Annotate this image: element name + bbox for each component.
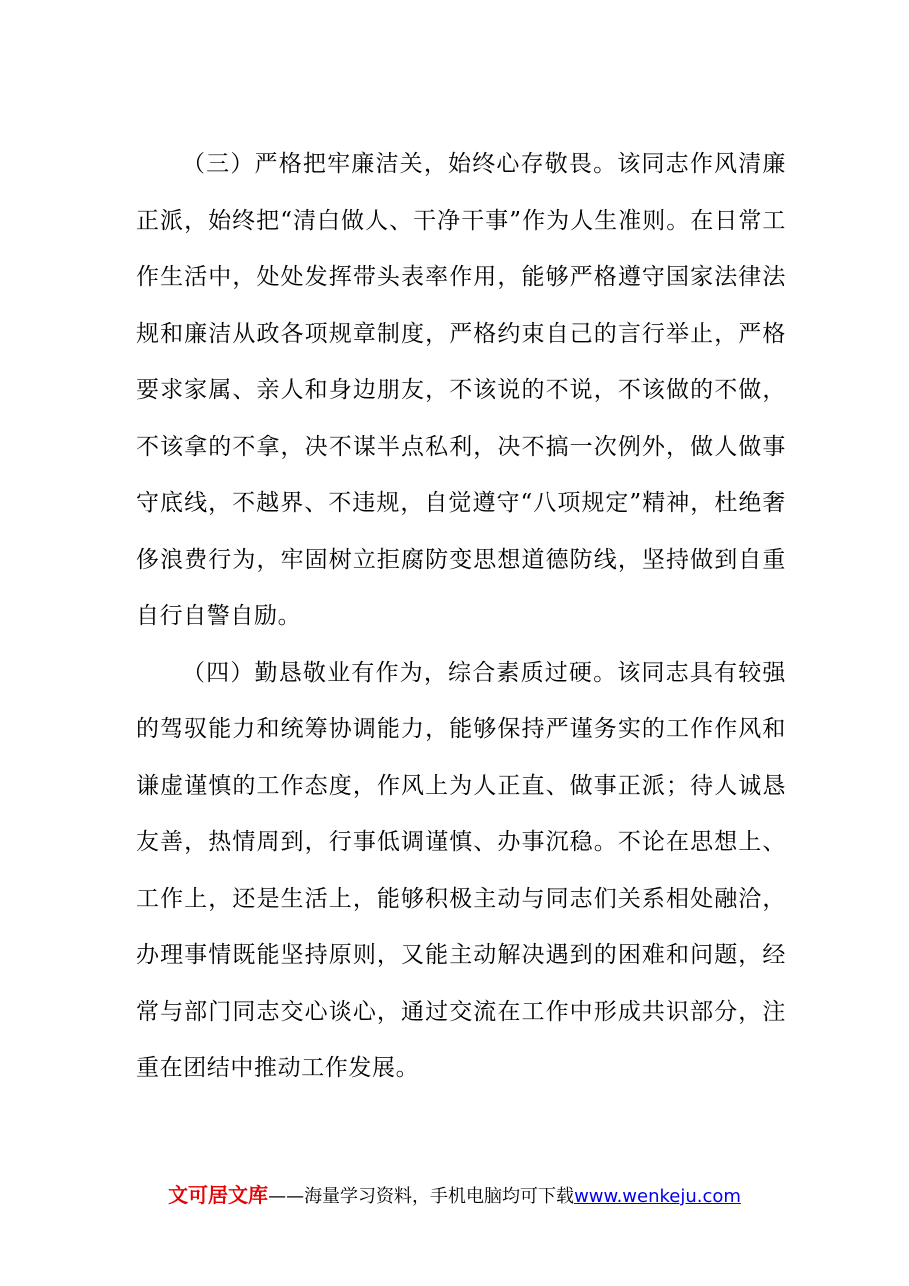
footer-banner [0,1181,909,1211]
paragraph-integrity: （三）严格把牢廉洁关，始终心存敬畏。该同志作风清廉正派，始终把“清白做人、干净干事”作为人生准则。在日常工作生活中，处处发挥带头表率作用，能够严格遵守国家法律法规和廉洁从政各项规章制度，严格约束自己的言行举止，严格要求家属、亲人和身边朋友，不该说的不说，不该做的不做，不该拿的不拿，决不谋半点私利，决不搞一次例外，做人做事守底线，不越界、不违规，自觉遵守“八项规定”精神，杜绝奢侈浪费行为，牢固树立拒腐防变思想道德防线，坚持做到自重自行自警自励。 [136,151,786,629]
paragraph-diligence: （四）勤恳敬业有作为，综合素质过硬。该同志具有较强的驾驭能力和统筹协调能力，能够保持严谨务实的工作作风和谦虚谨慎的工作态度，作风上为人正直、做事正派；待人诚恳友善，热情周到，行事低调谨慎、办事沉稳。不论在思想上、工作上，还是生活上，能够积极主动与同志们关系相处融洽，办理事情既能坚持原则，又能主动解决遇到的困难和问题，经常与部门同志交心谈心，通过交流在工作中形成共识部分，注重在团结中推动工作发展。 [136,659,786,1081]
document-body [136,136,786,1097]
footer-brand: 文可居文库 [168,1183,269,1207]
footer-slogan: ——海量学习资料，手机电脑均可下载 [268,1186,575,1207]
footer-link[interactable]: www.wenkeju.com [574,1186,741,1207]
